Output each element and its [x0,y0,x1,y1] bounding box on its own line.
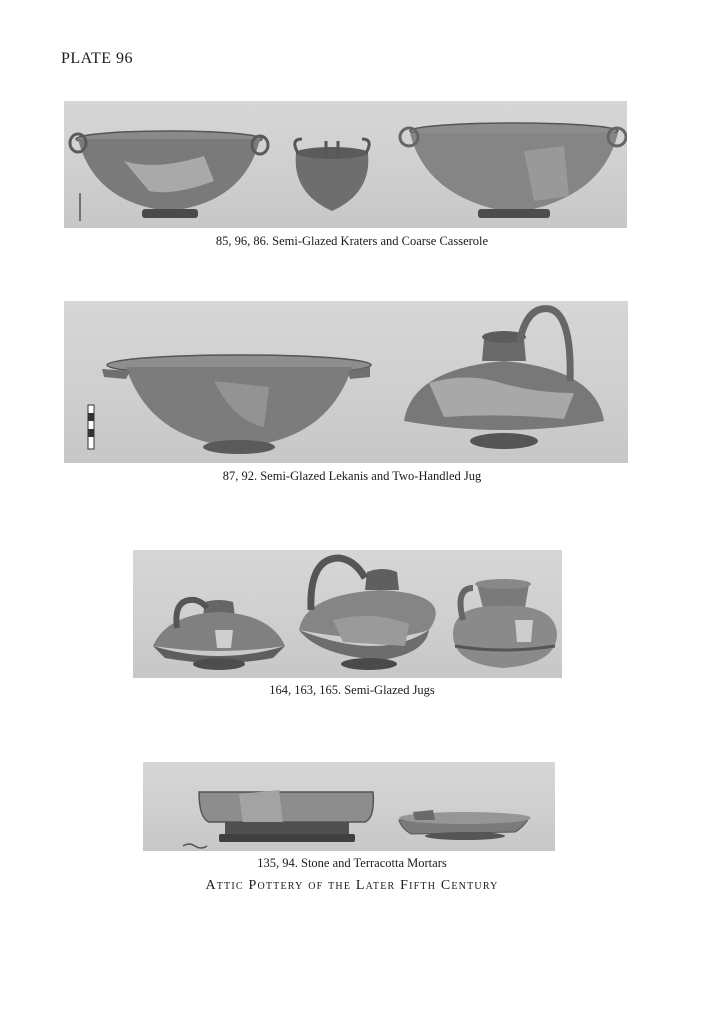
plate-number: PLATE 96 [61,50,133,67]
pottery-photo-lekanis [64,301,628,463]
plate-title: Attic Pottery of the Later Fifth Century [205,878,499,893]
figure-caption-lekanis: 87, 92. Semi-Glazed Lekanis and Two-Handled Jug [222,469,482,483]
pottery-photo-mortars [143,762,555,851]
figure-caption-kraters: 85, 96, 86. Semi-Glazed Kraters and Coarse Casserole [215,234,489,248]
figure-caption-jugs: 164, 163, 165. Semi-Glazed Jugs [269,683,435,697]
pottery-photo-jugs [133,550,562,678]
figure-caption-mortars: 135, 94. Stone and Terracotta Mortars [257,856,447,870]
pottery-photo-kraters [64,101,627,228]
